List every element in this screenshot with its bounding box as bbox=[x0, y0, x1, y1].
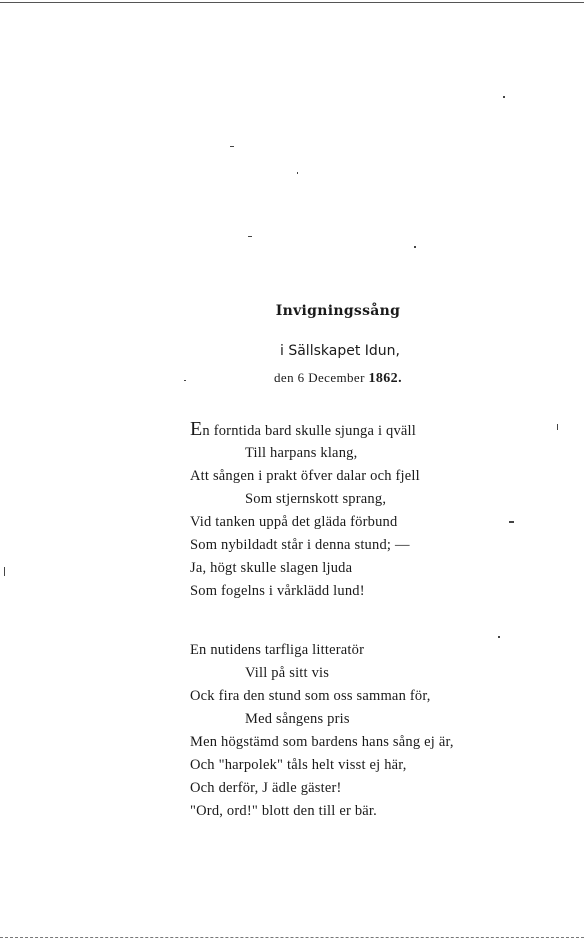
poem-line: Ock fira den stund som oss samman för, bbox=[190, 688, 431, 704]
poem-line: Som fogelns i vårklädd lund! bbox=[190, 583, 365, 599]
print-speck bbox=[557, 424, 558, 430]
poem-line: Med sångens pris bbox=[245, 711, 350, 727]
poem-line: Som nybildadt står i denna stund; — bbox=[190, 537, 410, 553]
poem-line: Som stjernskott sprang, bbox=[245, 491, 387, 507]
dateline-year: 1862. bbox=[368, 371, 402, 386]
poem-line: Ja, högt skulle slagen ljuda bbox=[190, 560, 353, 576]
stanza-1 bbox=[190, 419, 420, 603]
print-speck bbox=[509, 521, 514, 523]
poem-title: Invigningssång bbox=[275, 303, 401, 319]
print-speck bbox=[414, 246, 416, 248]
poem-line: "Ord, ord!" blott den till er bär. bbox=[190, 803, 377, 819]
initial-letter: E bbox=[190, 418, 203, 440]
poem-line: Och derför, J ädle gäster! bbox=[190, 780, 342, 796]
poem-line: Vid tanken uppå det gläda förbund bbox=[190, 514, 398, 530]
bottom-edge-rule bbox=[0, 937, 584, 938]
print-speck bbox=[297, 172, 298, 174]
print-speck bbox=[4, 567, 5, 576]
dateline-text: den 6 December bbox=[274, 370, 365, 385]
print-speck bbox=[498, 636, 500, 638]
poem-line bbox=[190, 419, 420, 442]
stanza-2 bbox=[190, 639, 454, 823]
poem-subtitle: i Sällskapet Idun, bbox=[280, 343, 400, 359]
top-edge-rule bbox=[0, 2, 584, 3]
poem-line: En nutidens tarfliga litteratör bbox=[190, 642, 365, 658]
print-speck bbox=[248, 236, 252, 237]
poem-line: Men högstämd som bardens hans sång ej är, bbox=[190, 734, 454, 750]
poem-dateline bbox=[0, 370, 584, 387]
first-line-text: n forntida bard skulle sjunga i qväll bbox=[202, 423, 417, 439]
print-speck bbox=[503, 96, 505, 98]
poem-line: Till harpans klang, bbox=[245, 445, 358, 461]
poem-line: Och "harpolek" tåls helt visst ej här, bbox=[190, 757, 407, 773]
print-speck bbox=[230, 146, 234, 147]
poem-line: Att sången i prakt öfver dalar och fjell bbox=[190, 468, 420, 484]
poem-line: Vill på sitt vis bbox=[245, 665, 330, 681]
